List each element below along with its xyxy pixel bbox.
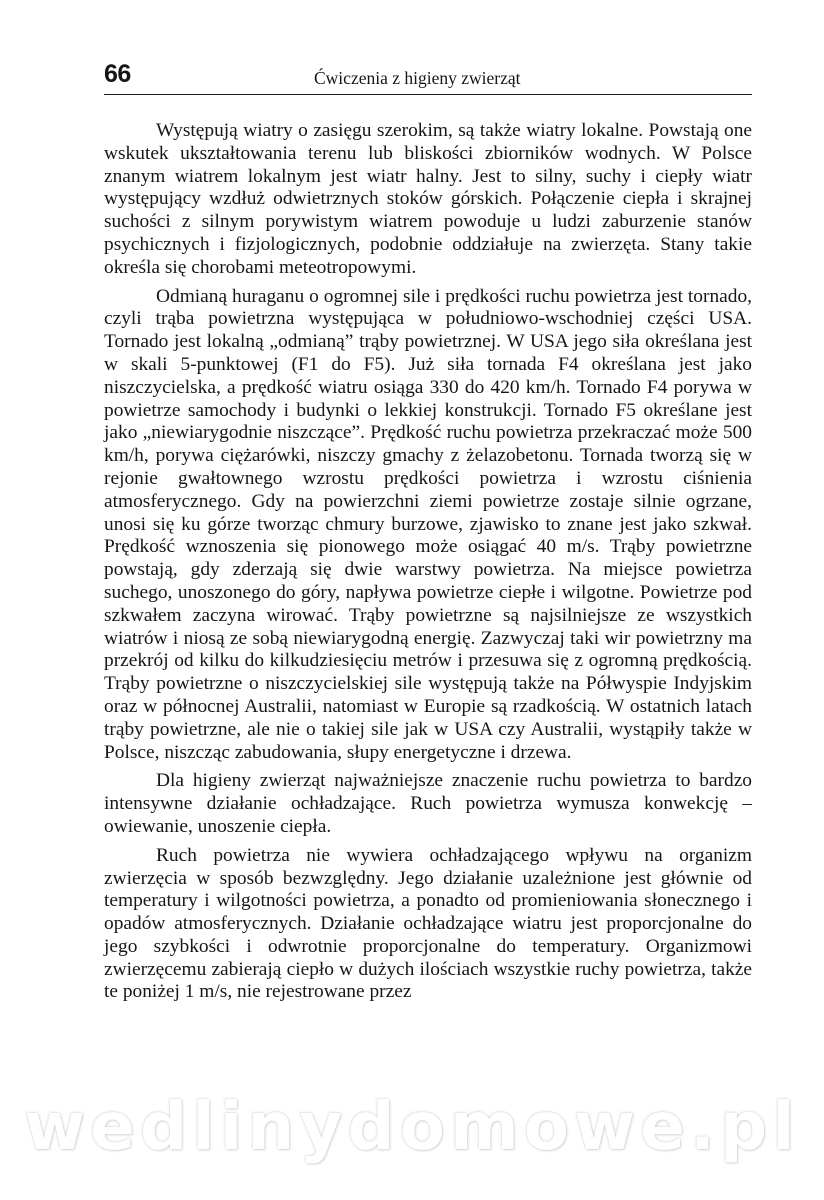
running-title: Ćwiczenia z higieny zwierząt [314,68,521,88]
page-number: 66 [104,60,131,88]
paragraph-air-movement: Ruch powietrza nie wywiera ochładzającego wpływu na organizm zwierzęcia w sposób bezwzględny. Jego działanie uzależnione jest głównie od temperatury i wilgotności powietrza, a ponadto od promieniowania słonecznego i opadów atmosferycznych. Działanie ochładzające wiatru jest proporcjonalne do jego szybkości i odwrotnie proporcjonalne do temperatury. Organizmowi zwierzęcemu zabierają ciepło w dużych ilościach wszystkie ruchy powietrza, także te poniżej 1 m/s, nie rejestrowane przez [104,844,752,1003]
paragraph-tornado: Odmianą huraganu o ogromnej sile i prędkości ruchu powietrza jest tornado, czyli trąba powietrzna występująca w południowo-wschodniej części USA. Tornado jest lokalną „odmianą” trąby powietrznej. W USA jego siła określana jest w skali 5-punktowej (F1 do F5). Już siła tornada F4 określana jest jako niszczycielska, a prędkość wiatru osiąga 330 do 420 km/h. Tornado F4 porywa w powietrze samochody i budynki o lekkiej konstrukcji. Tornado F5 określane jest jako „niewiarygodnie niszczące”. Prędkość ruchu powietrza przekraczać może 500 km/h, porywa ciężarówki, niszczy gmachy z żelazobetonu. Tornada tworzą się w rejonie gwałtownego wzrostu prędkości powietrza i wzrostu ciśnienia atmosferycznego. Gdy na powierzchni ziemi powietrze zostaje silnie ogrzane, unosi się ku górze tworząc chmury burzowe, zjawisko to znane jest jako szkwał. Prędkość wznoszenia się pionowego może osiągać 40 m/s. Trąby powietrzne powstają, gdy zderzają się dwie warstwy powietrza. Na miejsce powietrza suchego, unoszonego do góry, napływa powietrze ciepłe i wilgotne. Powietrze pod szkwałem zaczyna wirować. Trąby powietrzne są najsilniejsze ze wszystkich wiatrów i niosą ze sobą niewiarygodną energię. Zazwyczaj taki wir powietrzny ma przekrój od kilku do kilkudziesięciu metrów i przesuwa się z ogromną prędkością. Trąby powietrzne o niszczycielskiej sile występują także na Półwyspie Indyjskim oraz w północnej Australii, natomiast w Europie są rzadkością. W ostatnich latach trąby powietrzne, ale nie o takiej sile jak w USA czy Australii, wystąpiły także w Polsce, niszcząc zabudowania, słupy energetyczne i drzewa. [104,285,752,763]
paragraph-local-winds: Występują wiatry o zasięgu szerokim, są także wiatry lokalne. Powstają one wskutek ukształtowania terenu lub bliskości zbiorników wodnych. W Polsce znanym wiatrem lokalnym jest wiatr halny. Jest to silny, suchy i ciepły wiatr występujący wzdłuż odwietrznych stoków górskich. Połączenie ciepła i skrajnej suchości z silnym porywistym wiatrem powoduje u ludzi zaburzenie stanów psychicznych i fizjologicznych, podobnie oddziałuje na zwierzęta. Stany takie określa się chorobami meteotropowymi. [104,120,752,278]
watermark: wedlinydomowe.pl [24,1088,800,1165]
paragraph-cooling-effect: Dla higieny zwierząt najważniejsze znaczenie ruchu powietrza to bardzo intensywne działanie ochładzające. Ruch powietrza wymusza konwekcję – owiewanie, unoszenie ciepła. [104,770,752,837]
page-header [104,58,752,95]
body-text [104,120,752,1004]
